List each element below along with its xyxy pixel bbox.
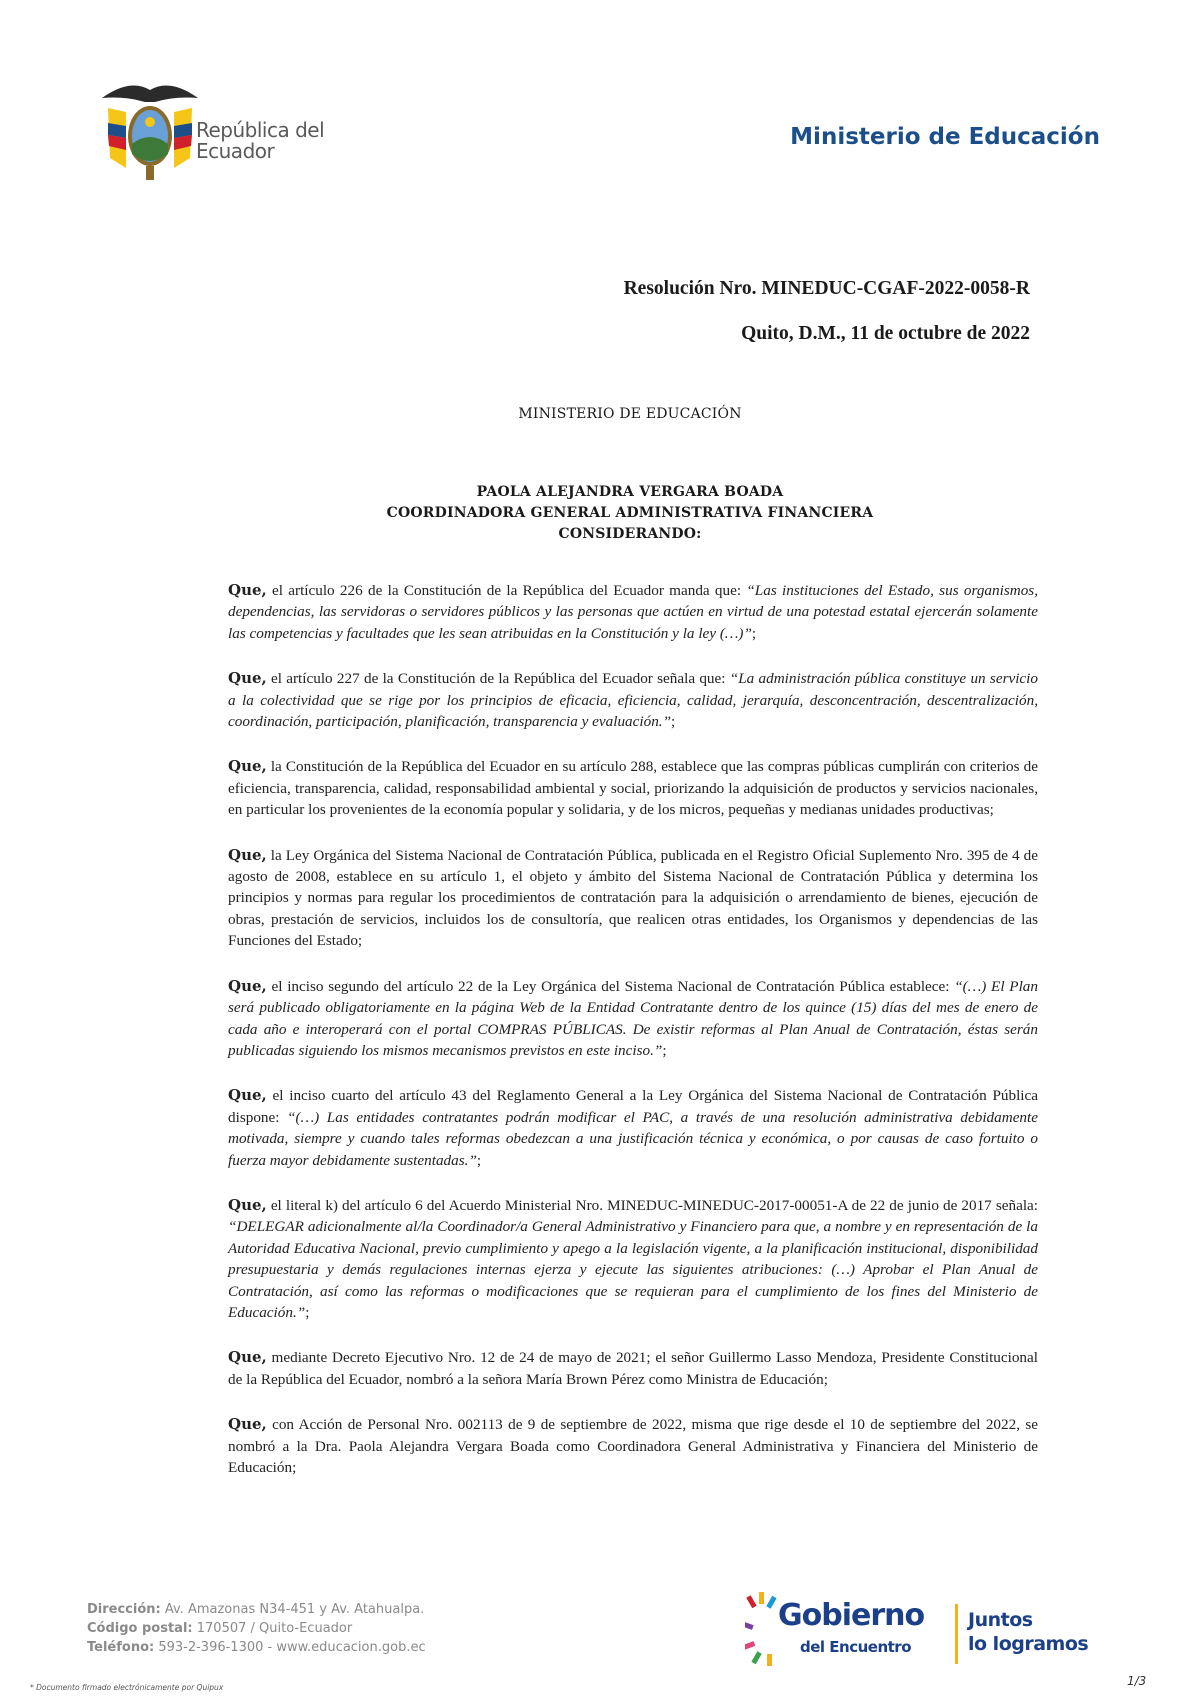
footer-address bbox=[87, 1600, 426, 1619]
paragraph-lead: Que, bbox=[228, 669, 267, 688]
document-body bbox=[228, 580, 1038, 1502]
paragraph bbox=[228, 1414, 1038, 1478]
paragraph-text: el artículo 227 de la Constitución de la República del Ecuador señala que: bbox=[266, 670, 730, 688]
paragraph bbox=[228, 668, 1038, 732]
paragraph bbox=[228, 580, 1038, 644]
paragraph-lead: Que, bbox=[228, 1348, 267, 1367]
paragraph-text: la Ley Orgánica del Sistema Nacional de Contratación Pública, publicada en el Registro Oficial Suplemento Nro. 395 de 4 de agosto de 2008, establece en su artículo 1, el objeto y ámbito del Sistema Nacional de Contratación Pública y determina los principios y normas para regular los procedimientos de contratación para la adquisición o arrendamiento de bienes, ejecución de obras, prestación de servicios, incluidos los de consultoría, que realicen otras entidades, los Organismos y dependencias de las Funciones del Estado; bbox=[228, 846, 1038, 950]
paragraph bbox=[228, 1195, 1038, 1323]
paragraph-text: con Acción de Personal Nro. 002113 de 9 de septiembre de 2022, misma que rige desde el 10 de septiembre del 2022, se nombró a la Dra. Paola Alejandra Vergara Boada como Coordinadora General Administrativa y Financiera del Ministerio de Educación; bbox=[228, 1416, 1038, 1476]
ministry-header-title: Ministerio de Educación bbox=[790, 124, 1100, 150]
paragraph bbox=[228, 756, 1038, 820]
paragraph-quote: “La administración pública constituye un servicio a la colectividad que se rige por los principios de eficacia, eficiencia, calidad, jerarquía, desconcentración, descentralización, coordinación, participación, planificación, transparencia y evaluación.” bbox=[228, 670, 1038, 731]
paragraph bbox=[228, 845, 1038, 952]
gobierno-subtitle: del Encuentro bbox=[800, 1638, 911, 1656]
footer-postal bbox=[87, 1619, 426, 1638]
paragraph-lead: Que, bbox=[228, 581, 267, 599]
paragraph-text: el literal k) del artículo 6 del Acuerdo Ministerial Nro. MINEDUC-MINEDUC-2017-00051-A de 22 de junio de 2017 señala: bbox=[266, 1196, 1038, 1214]
gobierno-divider bbox=[955, 1604, 958, 1664]
electronic-signature-note: * Documento firmado electrónicamente por Quipux bbox=[30, 1683, 224, 1692]
paragraph-lead: Que, bbox=[228, 845, 267, 864]
paragraph bbox=[228, 1347, 1038, 1390]
paragraph-lead: Que, bbox=[228, 1195, 267, 1214]
paragraph bbox=[228, 976, 1038, 1062]
paragraph-quote: “DELEGAR adicionalmente al/la Coordinador/a General Administrativo y Financiero para que, a nombre y en representación de la Autoridad Educativa Nacional, previo cumplimiento y apego a la legislación vigente, a la planificación institucional, disponibilidad presupuestaria y demás regulaciones internas ejerza y ejecute las siguientes atribuciones: (…) Aprobar el Plan Anual de Contratación, así como las reformas o modificaciones que se requieran para el cumplimiento de los fines del Ministerio de Educación.” bbox=[228, 1218, 1038, 1321]
paragraph-quote: “Las instituciones del Estado, sus organismos, dependencias, las servidoras o servidores públicos y las personas que actúen en virtud de una potestad estatal ejercerán solamente las competencias y facultades que les sean atribuidas en la Constitución y la ley (…)” bbox=[228, 582, 1039, 642]
paragraph-text: el inciso cuarto del artículo 43 del Reglamento General a la Ley Orgánica del Sistema Nacional de Contratación Pública dispone: bbox=[228, 1087, 1038, 1126]
signer-title: COORDINADORA GENERAL ADMINISTRATIVA FINANCIERA bbox=[386, 505, 874, 521]
address-value: Av. Amazonas N34-451 y Av. Atahualpa. bbox=[160, 1602, 425, 1617]
paragraph-tail: ; bbox=[751, 624, 757, 642]
footer-contact-info bbox=[87, 1600, 426, 1657]
gobierno-name: Gobierno bbox=[778, 1598, 925, 1633]
footer-phone bbox=[87, 1638, 426, 1657]
considering-heading: CONSIDERANDO: bbox=[558, 526, 702, 542]
paragraph-tail: ; bbox=[305, 1303, 310, 1321]
signer-name: PAOLA ALEJANDRA VERGARA BOADA bbox=[476, 484, 784, 500]
paragraph-lead: Que, bbox=[228, 1415, 267, 1434]
paragraph bbox=[228, 1085, 1038, 1171]
postal-value: 170507 / Quito-Ecuador bbox=[192, 1621, 353, 1636]
ministry-heading: MINISTERIO DE EDUCACIÓN bbox=[518, 406, 742, 422]
slogan-line-1: Juntos bbox=[968, 1609, 1033, 1631]
gobierno-slogan bbox=[968, 1608, 1088, 1656]
signer-block bbox=[0, 482, 1200, 545]
paragraph-quote: “(…) Las entidades contratantes podrán modificar el PAC, a través de una resolución administrativa debidamente motivada, siempre y cuando tales reformas obedezcan a una justificación técnica y económica, o por causas de caso fortuito o fuerza mayor debidamente sustentadas.” bbox=[228, 1108, 1038, 1169]
phone-label: Teléfono: bbox=[87, 1640, 155, 1655]
paragraph-lead: Que, bbox=[228, 976, 267, 995]
page-number: 1/3 bbox=[1127, 1674, 1147, 1688]
paragraph-text: el inciso segundo del artículo 22 de la Ley Orgánica del Sistema Nacional de Contratación Pública establece: bbox=[266, 977, 955, 995]
paragraph-quote: “(…) El Plan será publicado obligatoriamente en la página Web de la Entidad Contratante dentro de los quince (15) días del mes de enero de cada año e interoperará con el portal COMPRAS PÚBLICAS. De existir reformas al Plan Anual de Contratación, éstas serán publicadas siguiendo los mismos mecanismos previstos en este inciso.” bbox=[228, 977, 1038, 1059]
ecuador-shield-icon bbox=[100, 78, 200, 188]
paragraph-tail: ; bbox=[671, 713, 676, 731]
resolution-number: Resolución Nro. MINEDUC-CGAF-2022-0058-R bbox=[623, 278, 1030, 299]
postal-label: Código postal: bbox=[87, 1621, 193, 1636]
republica-ecuador-wordmark: República del Ecuador bbox=[196, 118, 325, 163]
place-date: Quito, D.M., 11 de octubre de 2022 bbox=[741, 323, 1030, 344]
paragraph-tail: ; bbox=[662, 1041, 667, 1059]
paragraph-text: la Constitución de la República del Ecuador en su artículo 288, establece que las compras públicas cumplirán con criterios de eficiencia, transparencia, calidad, responsabilidad ambiental y social, priorizando la adquisición de productos y servicios nacionales, en particular los provenientes de la economía popular y solidaria, y de los micros, pequeñas y medianas unidades productivas; bbox=[228, 758, 1038, 819]
paragraph-text: mediante Decreto Ejecutivo Nro. 12 de 24 de mayo de 2021; el señor Guillermo Lasso Mendoza, Presidente Constitucional de la República del Ecuador, nombró a la señora María Brown Pérez como Ministra de Educación; bbox=[228, 1349, 1038, 1388]
paragraph-tail: ; bbox=[476, 1151, 482, 1169]
paragraph-text: el artículo 226 de la Constitución de la República del Ecuador manda que: bbox=[266, 582, 747, 599]
paragraph-lead: Que, bbox=[228, 1086, 267, 1105]
address-label: Dirección: bbox=[87, 1602, 161, 1617]
paragraph-lead: Que, bbox=[228, 757, 267, 776]
phone-value: 593-2-396-1300 - www.educacion.gob.ec bbox=[154, 1640, 426, 1655]
slogan-line-2: lo logramos bbox=[968, 1633, 1089, 1655]
